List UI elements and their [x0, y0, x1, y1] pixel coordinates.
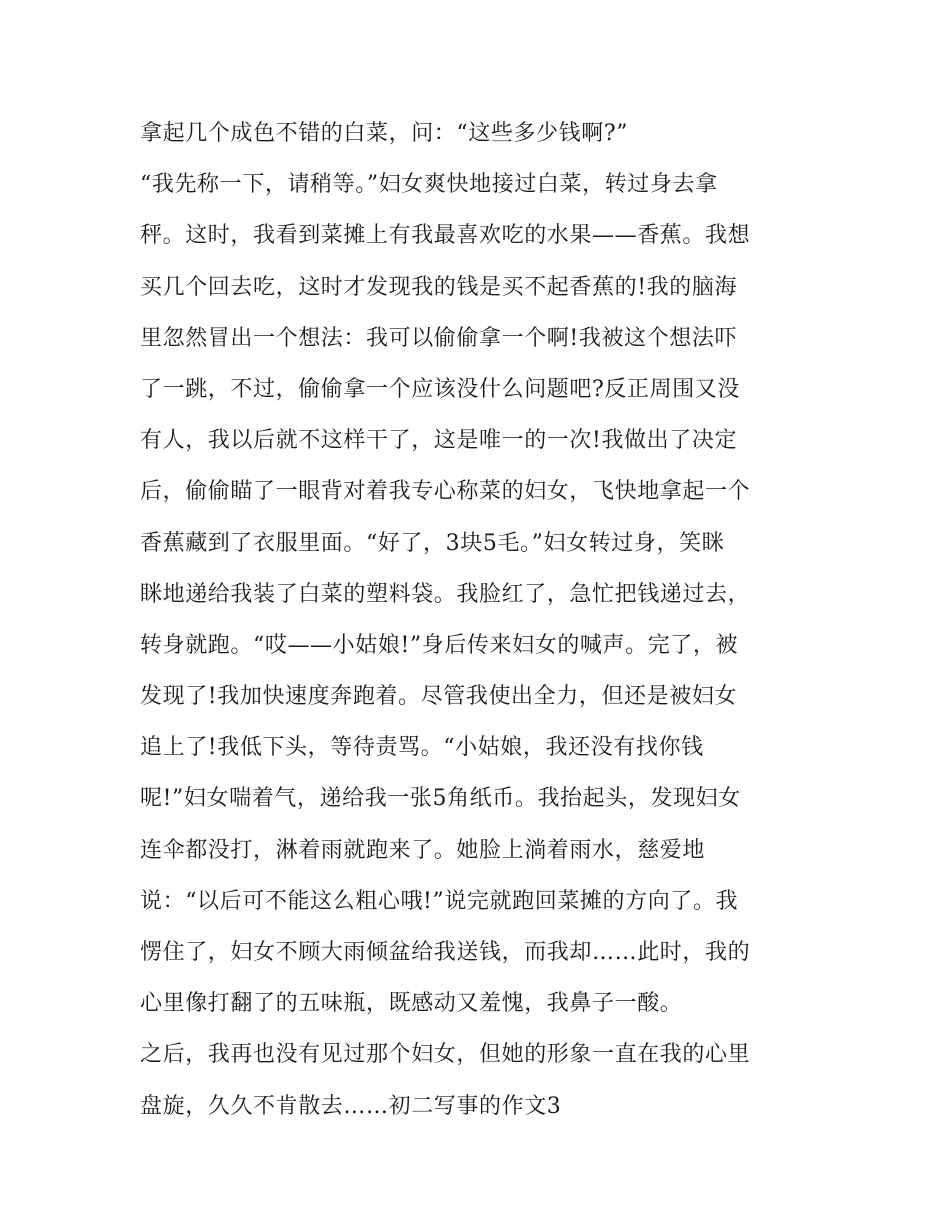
text-line: 发现了!我加快速度奔跑着。尽管我使出全力，但还是被妇女 — [140, 684, 738, 710]
text-line: 愣住了，妇女不顾大雨倾盆给我送钱，而我却……此时，我的 — [140, 940, 751, 965]
text-line: 后，偷偷瞄了一眼背对着我专心称菜的妇女，飞快地拿起一个 — [140, 479, 751, 505]
text-line: 连伞都没打，淋着雨就跑来了。她脸上淌着雨水，慈爱地 — [140, 837, 706, 863]
text-line: 了一跳，不过，偷偷拿一个应该没什么问题吧?反正周围又没 — [140, 376, 740, 402]
text-line: 眯地递给我装了白菜的塑料袋。我脸红了，急忙把钱递过去， — [140, 581, 751, 607]
essay-text — [140, 108, 820, 1132]
text-line: 拿起几个成色不错的白菜，问：“这些多少钱啊?” — [140, 121, 629, 146]
text-line: 里忽然冒出一个想法：我可以偷偷拿一个啊!我被这个想法吓 — [140, 325, 738, 351]
text-line: 有人，我以后就不这样干了，这是唯一的一次!我做出了决定 — [140, 428, 738, 454]
text-line: 追上了!我低下头，等待责骂。“小姑娘，我还没有找你钱 — [140, 735, 704, 761]
text-line: 秤。这时，我看到菜摊上有我最喜欢吃的水果——香蕉。我想 — [140, 223, 751, 249]
text-line: “我先称一下，请稍等。”妇女爽快地接过白菜，转过身去拿 — [140, 172, 718, 198]
text-line: 盘旋，久久不肯散去……初二写事的作文3 — [140, 1093, 562, 1119]
text-line: 呢!”妇女喘着气，递给我一张5角纸币。我抬起头，发现妇女 — [140, 786, 741, 812]
text-line: 香蕉藏到了衣服里面。“好了，3块5毛。”妇女转过身，笑眯 — [140, 530, 725, 556]
text-line: 买几个回去吃，这时才发现我的钱是买不起香蕉的!我的脑海 — [140, 274, 738, 300]
text-line: 心里像打翻了的五味瓶，既感动又羞愧，我鼻子一酸。 — [140, 991, 683, 1017]
text-line: 之后，我再也没有见过那个妇女，但她的形象一直在我的心里 — [140, 1042, 751, 1068]
text-line: 说：“以后可不能这么粗心哦!”说完就跑回菜摊的方向了。我 — [140, 888, 739, 914]
text-line: 转身就跑。“哎——小姑娘!”身后传来妇女的喊声。完了，被 — [140, 632, 739, 658]
